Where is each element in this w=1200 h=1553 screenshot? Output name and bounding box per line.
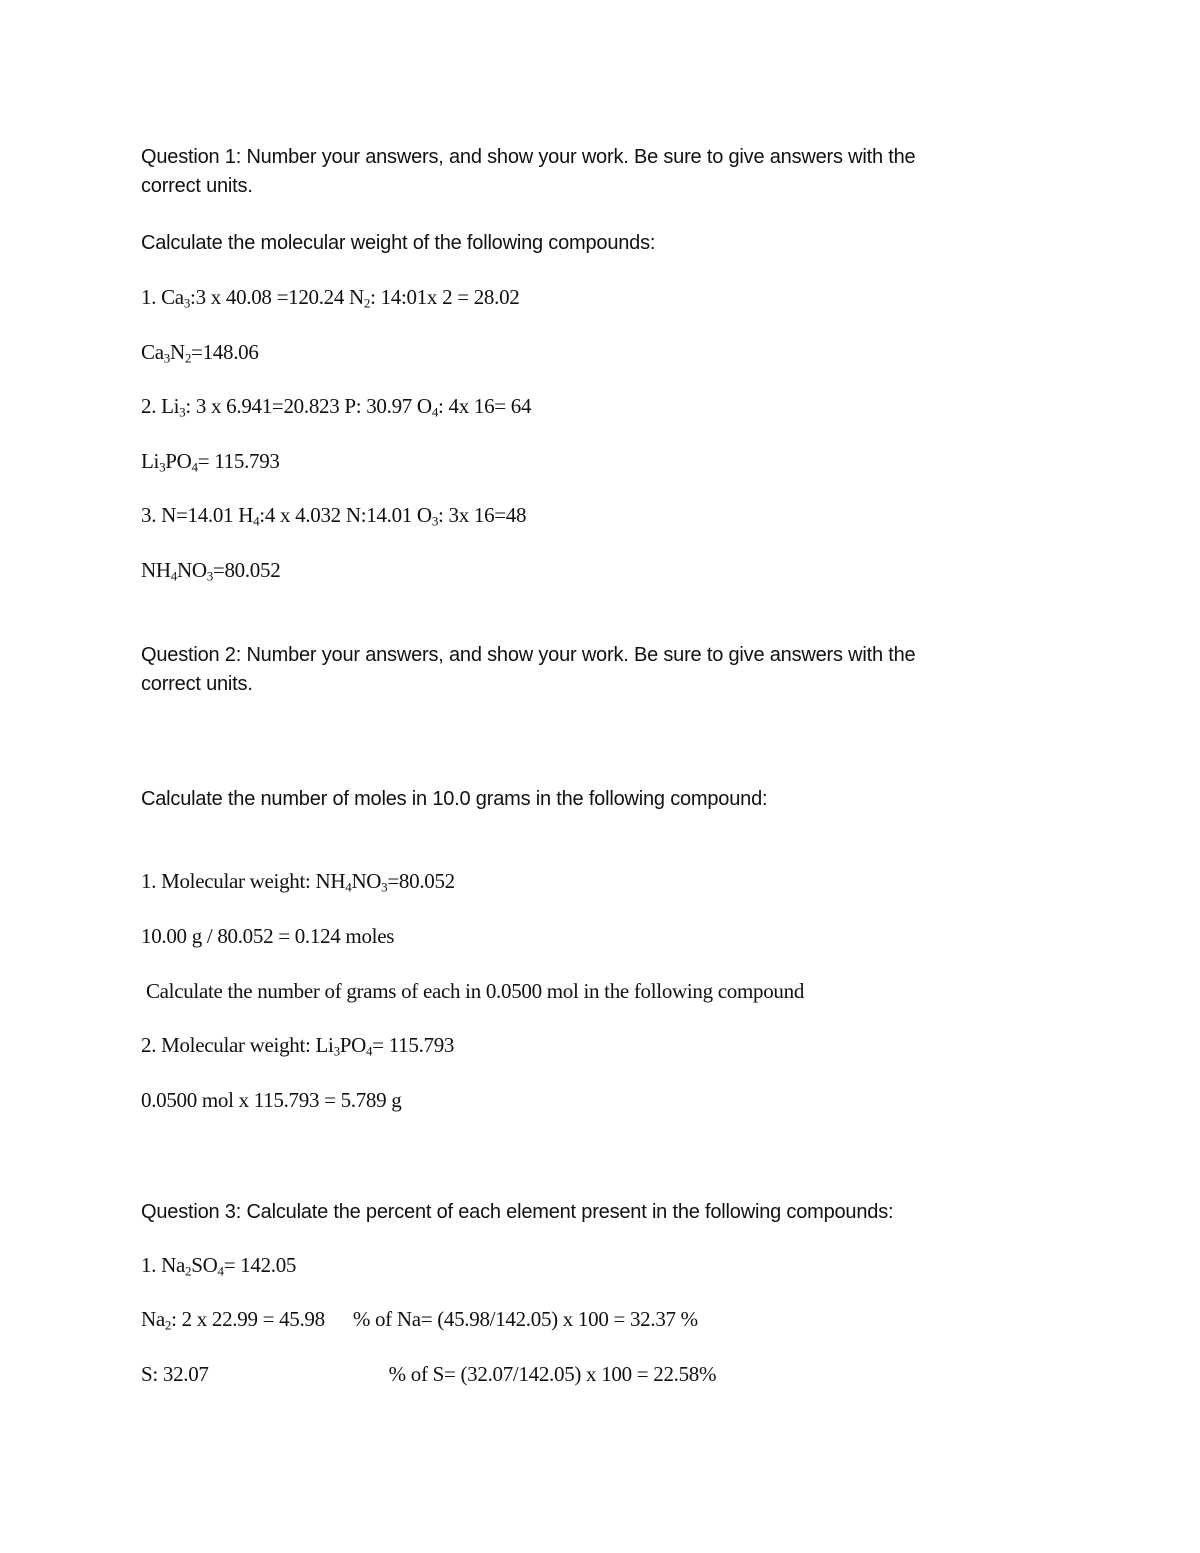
q2-heading: Question 2: Number your answers, and show your work. Be sure to give answers with the [141, 644, 916, 666]
q3-heading: Question 3: Calculate the percent of each element present in the following compounds: [141, 1201, 894, 1223]
q3-sodium-line: $Na_2$: 2 x 22.99 = 45.98 % of Na= (45.98/142.05) x 100 = 32.37 % [141, 1307, 698, 1333]
q1-answer-1: 1. $Ca_3:3$ x 40.08 =120.24 $N_2$: 14:01x 2 = 28.02 [141, 285, 520, 311]
q2-answer-1-calculation: 10.00 g / 80.052 = 0.124 moles [141, 924, 395, 948]
q1-heading-continued: correct units. [141, 175, 253, 197]
q2-answer-1: 1. Molecular weight: $NH_4NO_3=80.052$ [141, 869, 455, 895]
q1-heading: Question 1: Number your answers, and show your work. Be sure to give answers with the [141, 146, 916, 168]
q1-prompt: Calculate the molecular weight of the following compounds: [141, 232, 656, 254]
q3-sulfur-line: S: 32.07 % of S= (32.07/142.05) x 100 = 22.58% [141, 1362, 717, 1386]
q2-sub-prompt: Calculate the number of grams of each in 0.0500 mol in the following compound [141, 979, 805, 1003]
q2-answer-2: 2. Molecular weight: $Li_3PO_4= 115.793$ [141, 1033, 455, 1059]
q1-answer-2-result: $Li_3PO_4= 115.793$ [141, 449, 280, 475]
q2-heading-continued: correct units. [141, 673, 253, 695]
q1-answer-1-result: $Ca_3N_2=148.06$ [141, 340, 259, 366]
q1-answer-3-result: $NH_4NO_3=80.052$ [141, 558, 281, 584]
q2-answer-2-calculation: 0.0500 mol x 115.793 = 5.789 g [141, 1088, 402, 1112]
q3-answer-1: 1. $Na_2SO_4= 142.05$ [141, 1253, 297, 1279]
q1-answer-3: 3. N=14.01 $H_4:4$ x 4.032 N:14.01 $O_3$: 3x 16=48 [141, 503, 527, 529]
q2-prompt: Calculate the number of moles in 10.0 grams in the following compound: [141, 788, 768, 810]
q1-answer-2: 2. $Li_3$: 3 x 6.941=20.823 P: 30.97 $O_4$: 4x 16= 64 [141, 394, 532, 420]
